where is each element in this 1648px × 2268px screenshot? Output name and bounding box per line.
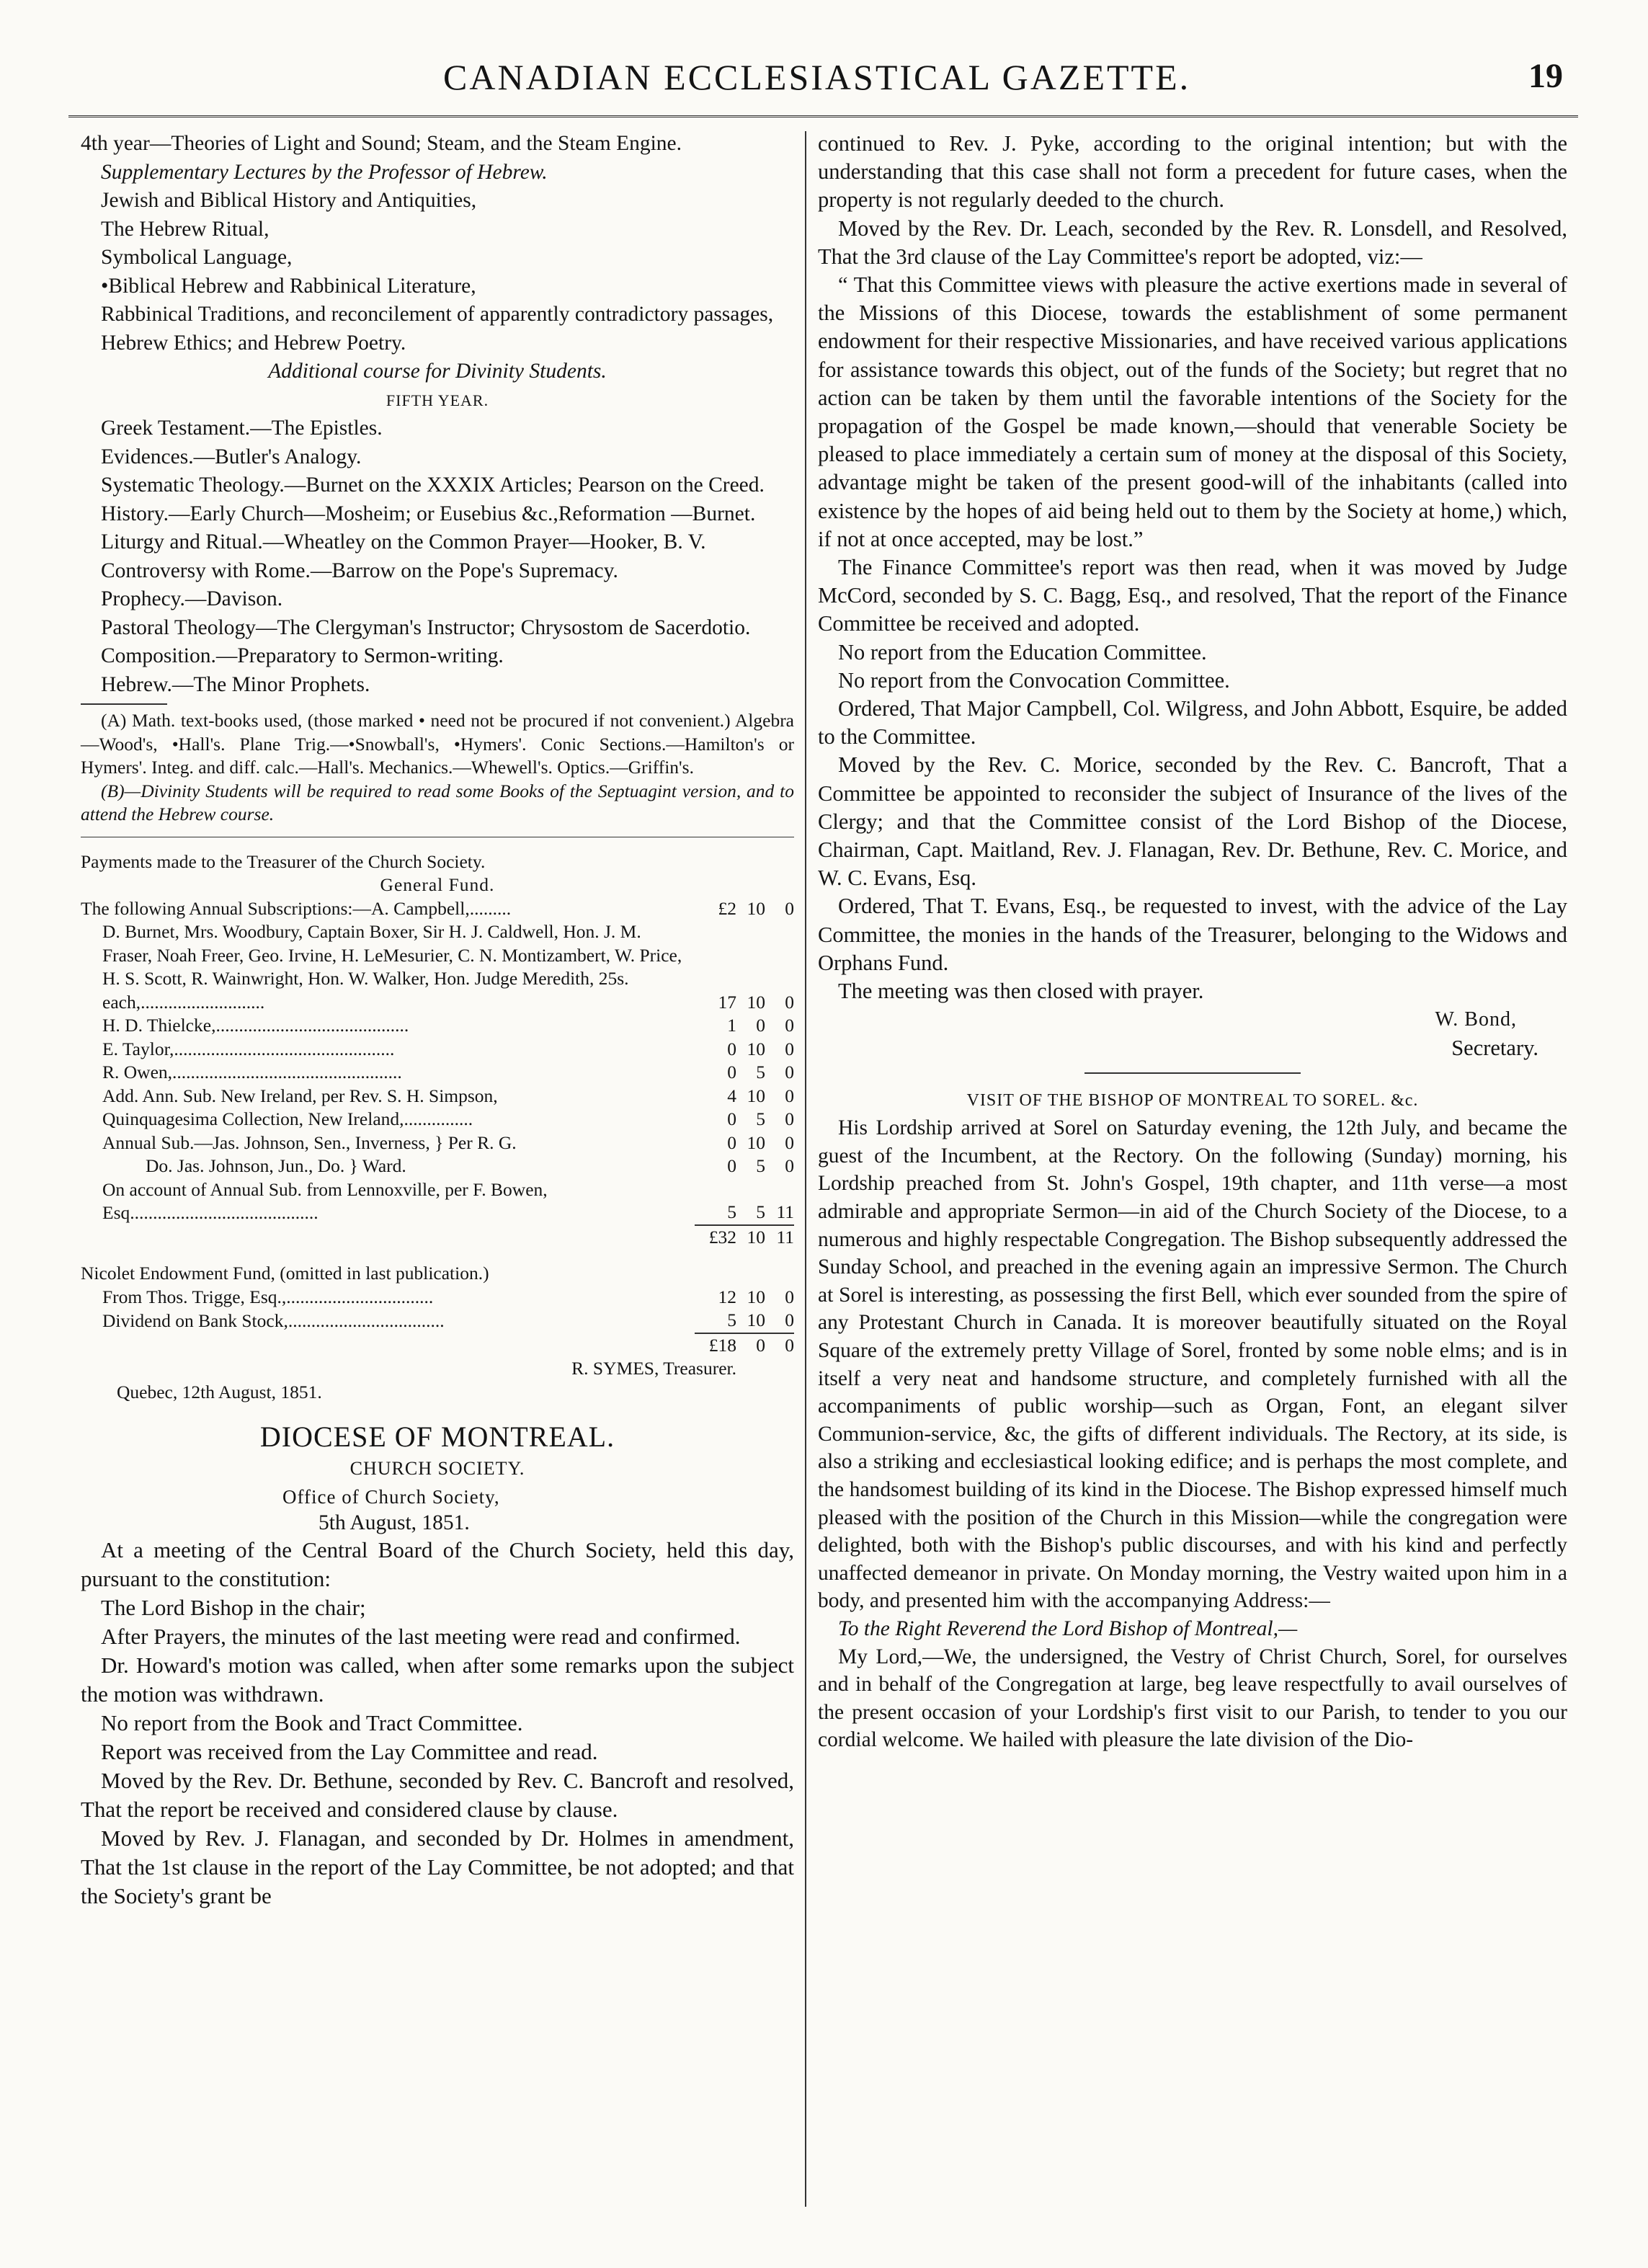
visit-heading: VISIT OF THE BISHOP OF MONTREAL TO SOREL. &c.	[966, 1090, 1419, 1110]
minutes-para: No report from the Education Committee.	[838, 639, 1207, 664]
minutes-para: After Prayers, the minutes of the last meeting were read and confirmed.	[101, 1624, 741, 1649]
course-item: Liturgy and Ritual.—Wheatley on the Common Prayer—Hooker, B. V.	[101, 530, 706, 553]
nicolet-table	[81, 1286, 794, 1358]
minutes-para: Moved by Rev. J. Flanagan, and seconded by Dr. Holmes in amendment, That the 1st clause in the report of the Lay Committee, be not adopted; and that the Society's grant be	[81, 1825, 794, 1908]
supp-item: Hebrew Ethics; and Hebrew Poetry.	[101, 331, 406, 355]
table-row: The following Annual Subscriptions:—A. Campbell,......... £2 10 0	[81, 897, 794, 919]
table-row: R. Owen,.................................................. 0 5 0	[102, 1062, 794, 1082]
minutes-para: No report from the Convocation Committee.	[838, 667, 1230, 693]
table-row: H. D. Thielcke,.......................................... 1 0 0	[102, 1015, 794, 1036]
payments-table	[81, 897, 794, 1250]
church-society-heading: CHURCH SOCIETY.	[349, 1457, 525, 1479]
supp-item: Jewish and Biblical History and Antiquities,	[101, 189, 477, 212]
footnote-b: (B)—Divinity Students will be required to read some Books of the Septuagint version, and to attend the Hebrew course.	[81, 780, 794, 824]
table-row: On account of Annual Sub. from Lennoxville, per F. Bowen, Esq......................................... 5 5 11	[102, 1178, 794, 1223]
course-item: Composition.—Preparatory to Sermon-writing.	[101, 644, 504, 667]
course-item: Greek Testament.—The Epistles.	[101, 417, 383, 440]
table-row: From Thos. Trigge, Esq.,................................ 12 10 0	[102, 1286, 794, 1307]
course-item: Hebrew.—The Minor Prophets.	[101, 672, 370, 696]
supp-item: •Biblical Hebrew and Rabbinical Literature,	[101, 274, 476, 298]
secretary-title: Secretary.	[1451, 1035, 1538, 1060]
supplementary-title: Supplementary Lectures by the Professor of Hebrew.	[101, 160, 548, 184]
column-divider	[805, 131, 806, 2207]
course-item: History.—Early Church—Mosheim; or Eusebius &c.,Reformation —Burnet.	[101, 502, 756, 525]
total-row: £18 0 0	[81, 1333, 794, 1358]
minutes-para: No report from the Book and Tract Committee.	[101, 1710, 523, 1735]
payments-title: Payments made to the Treasurer of the Church Society.	[81, 850, 486, 872]
minutes-para: continued to Rev. J. Pyke, according to the original intention; but with the understanding that this case shall not form a precedent for future cases, when the property is not regularly deeded to the church.	[818, 131, 1567, 213]
table-row: Quinquagesima Collection, New Ireland,............... 0 5 0	[102, 1108, 794, 1129]
footnote-a: (A) Math. text-books used, (those marked • need not be procured if not convenient.) Algebra—Wood's, •Hall's. Plane Trig.—•Snowball's, •Hymers'. Conic Sections.—Hamilton's or Hymers'. Integ. and diff. calc.—Hall's. Mechanics.—Whewell's. Optics.—Griffin's.	[81, 710, 794, 778]
minutes-para: The Lord Bishop in the chair;	[101, 1595, 366, 1620]
dateline: Quebec, 12th August, 1851.	[117, 1381, 322, 1402]
total-row: £32 10 11	[81, 1225, 794, 1250]
minutes-para: Ordered, That T. Evans, Esq., be requested to invest, with the advice of the Lay Committee, the monies in the hands of the Treasurer, belonging to the Widows and Orphans Fund.	[818, 894, 1567, 975]
left-column	[81, 130, 794, 1911]
footnote-rule	[81, 703, 167, 705]
minutes-para: Report was received from the Lay Committee and read.	[101, 1739, 598, 1764]
table-row: Add. Ann. Sub. New Ireland, per Rev. S. H. Simpson, 4 10 0	[102, 1085, 794, 1106]
additional-course-title: Additional course for Divinity Students.	[268, 360, 607, 383]
gazette-title: CANADIAN ECCLESIASTICAL GAZETTE.	[443, 57, 1191, 97]
page-number: 19	[1528, 57, 1563, 95]
course-item: Evidences.—Butler's Analogy.	[101, 445, 362, 468]
minutes-para: Dr. Howard's motion was called, when after some remarks upon the subject the motion was withdrawn.	[81, 1653, 794, 1707]
office-date: 5th August, 1851.	[319, 1511, 470, 1534]
table-row: Annual Sub.—Jas. Johnson, Sen., Inverness, } Per R. G. 0 10 0	[102, 1131, 794, 1153]
office-block	[81, 1484, 794, 1536]
fifth-year-heading: FIFTH YEAR.	[386, 391, 489, 409]
header-rule	[68, 115, 1578, 117]
minutes-para: Ordered, That Major Campbell, Col. Wilgress, and John Abbott, Esquire, be added to the Committee.	[818, 696, 1567, 750]
table-row: Do. Jas. Johnson, Jun., Do. } Ward. 0 5 0	[146, 1155, 794, 1176]
office-line: Office of Church Society,	[282, 1486, 500, 1508]
course-item: Prophecy.—Davison.	[101, 587, 283, 610]
fourth-year-line: 4th year—Theories of Light and Sound; Steam, and the Steam Engine.	[81, 132, 682, 155]
minutes-para: Moved by the Rev. Dr. Bethune, seconded by Rev. C. Bancroft and resolved, That the report be received and considered clause by clause.	[81, 1768, 794, 1822]
minutes-para: Moved by the Rev. Dr. Leach, seconded by the Rev. R. Lonsdell, and Resolved, That the 3rd clause of the Lay Committee's report be adopted, viz:—	[818, 215, 1567, 269]
minutes-para: At a meeting of the Central Board of the Church Society, held this day, pursuant to the constitution:	[81, 1537, 794, 1591]
general-fund-heading: General Fund.	[380, 874, 495, 895]
right-column	[818, 130, 1567, 1754]
supp-item: The Hebrew Ritual,	[101, 217, 270, 241]
secretary-name: W. Bond,	[1435, 1008, 1517, 1031]
treasurer-signature: R. SYMES, Treasurer.	[571, 1358, 736, 1379]
address-heading: To the Right Reverend the Lord Bishop of Montreal,—	[838, 1616, 1298, 1640]
table-row: D. Burnet, Mrs. Woodbury, Captain Boxer, Sir H. J. Caldwell, Hon. J. M. Fraser, Noah Freer, Geo. Irvine, H. LeMesurier, C. N. Montizambert, W. Price, H. S. Scott, R. Wainwright, Hon. W. Walker, Hon. Judge Meredith, 25s. each,........................... 17 10 0	[102, 921, 794, 1013]
minutes-para: The meeting was then closed with prayer.	[838, 979, 1204, 1004]
section-rule	[1084, 1072, 1301, 1074]
supp-item: Symbolical Language,	[101, 246, 293, 269]
course-item: Controversy with Rome.—Barrow on the Pope's Supremacy.	[101, 559, 618, 582]
course-item: Systematic Theology.—Burnet on the XXXIX Articles; Pearson on the Creed.	[101, 473, 765, 497]
visit-para: His Lordship arrived at Sorel on Saturday evening, the 12th July, and became the guest of the Incumbent, at the Rectory. On the following (Sunday) morning, his Lordship preached from St. John's Gospel, 19th chapter, and 11th verse—a most admirable and appropriate Sermon—in aid of the Church Society of the Diocese, to a numerous and highly respectable Congregation. The Bishop subsequently addressed the Sunday School, and preached in the evening again an impressive Sermon. The Church at Sorel is interesting, as possessing the first Bell, which ever sounded from the spire of any Protestant Church in Canada. It is moreover beautifully situated on the Royal Square of the extremely pretty Village of Sorel, fronted by some noble elms; and is in itself a very neat and handsome structure, and completely furnished with all the accompaniments of public worship—such as Organ, Font, an elegant silver Communion-service, &c, the gifts of different individuals. The Rectory, at its side, is also a striking and ecclesiastical looking edifice; and is perhaps the most complete, and the handsomest building of its kind in the Diocese. The Bishop expressed himself much pleased with the position of the Church in this Mission—while the congregation were delighted, both with the Bishop's public discourses, and with his kind and perfectly unaffected demeanor in private. On Monday morning, the Vestry waited upon him in a body, and presented him with the accompanying Address:—	[818, 1116, 1567, 1613]
minutes-para: The Finance Committee's report was then read, when it was moved by Judge McCord, seconded by S. C. Bagg, Esq., and resolved, That the report of the Finance Committee be received and adopted.	[818, 555, 1567, 636]
supp-item: Rabbinical Traditions, and reconcilement of apparently contradictory passages,	[101, 303, 774, 326]
committee-quote: “ That this Committee views with pleasure the active exertions made in several of the Missions of this Diocese, towards the establishment of some permanent endowment for their respective Missionaries, and have received various applications for assistance towards this object, out of the funds of the Society; but regret that no action can be taken by them until the favorable intentions of the Society for the propagation of the Gospel be made known,—should that venerable Society be pleased to place immediately a certain sum of money at the disposal of this Society, advantage might be taken of the present good-will of the inhabitants (called into existence by the hopes of aid being held out to them by the Society at home,) which, if not at once accepted, may be lost.”	[818, 272, 1567, 551]
minutes-para: Moved by the Rev. C. Morice, seconded by the Rev. C. Bancroft, That a Committee be appointed to reconsider the subject of Insurance of the lives of the Clergy; and that the Committee consist of the Lord Bishop of the Diocese, Chairman, Capt. Maitland, Rev. J. Flanagan, Rev. Dr. Bethune, Rev. C. Morice, and W. C. Evans, Esq.	[818, 752, 1567, 891]
address-para: My Lord,—We, the undersigned, the Vestry of Christ Church, Sorel, for ourselves and in behalf of the Congregation at large, beg leave respectfully to avail ourselves of the present occasion of your Lordship's first visit to our Parish, to tender to you our cordial welcome. We hailed with pleasure the late division of the Dio-	[818, 1645, 1567, 1752]
table-row: Dividend on Bank Stock,.................................. 5 10 0	[102, 1309, 794, 1331]
course-item: Pastoral Theology—The Clergyman's Instructor; Chrysostom de Sacerdotio.	[101, 615, 751, 639]
diocese-heading: DIOCESE OF MONTREAL.	[259, 1420, 615, 1453]
page-header	[0, 56, 1648, 107]
table-row: E. Taylor,................................................ 0 10 0	[102, 1038, 794, 1059]
nicolet-title: Nicolet Endowment Fund, (omitted in last publication.)	[81, 1263, 489, 1284]
